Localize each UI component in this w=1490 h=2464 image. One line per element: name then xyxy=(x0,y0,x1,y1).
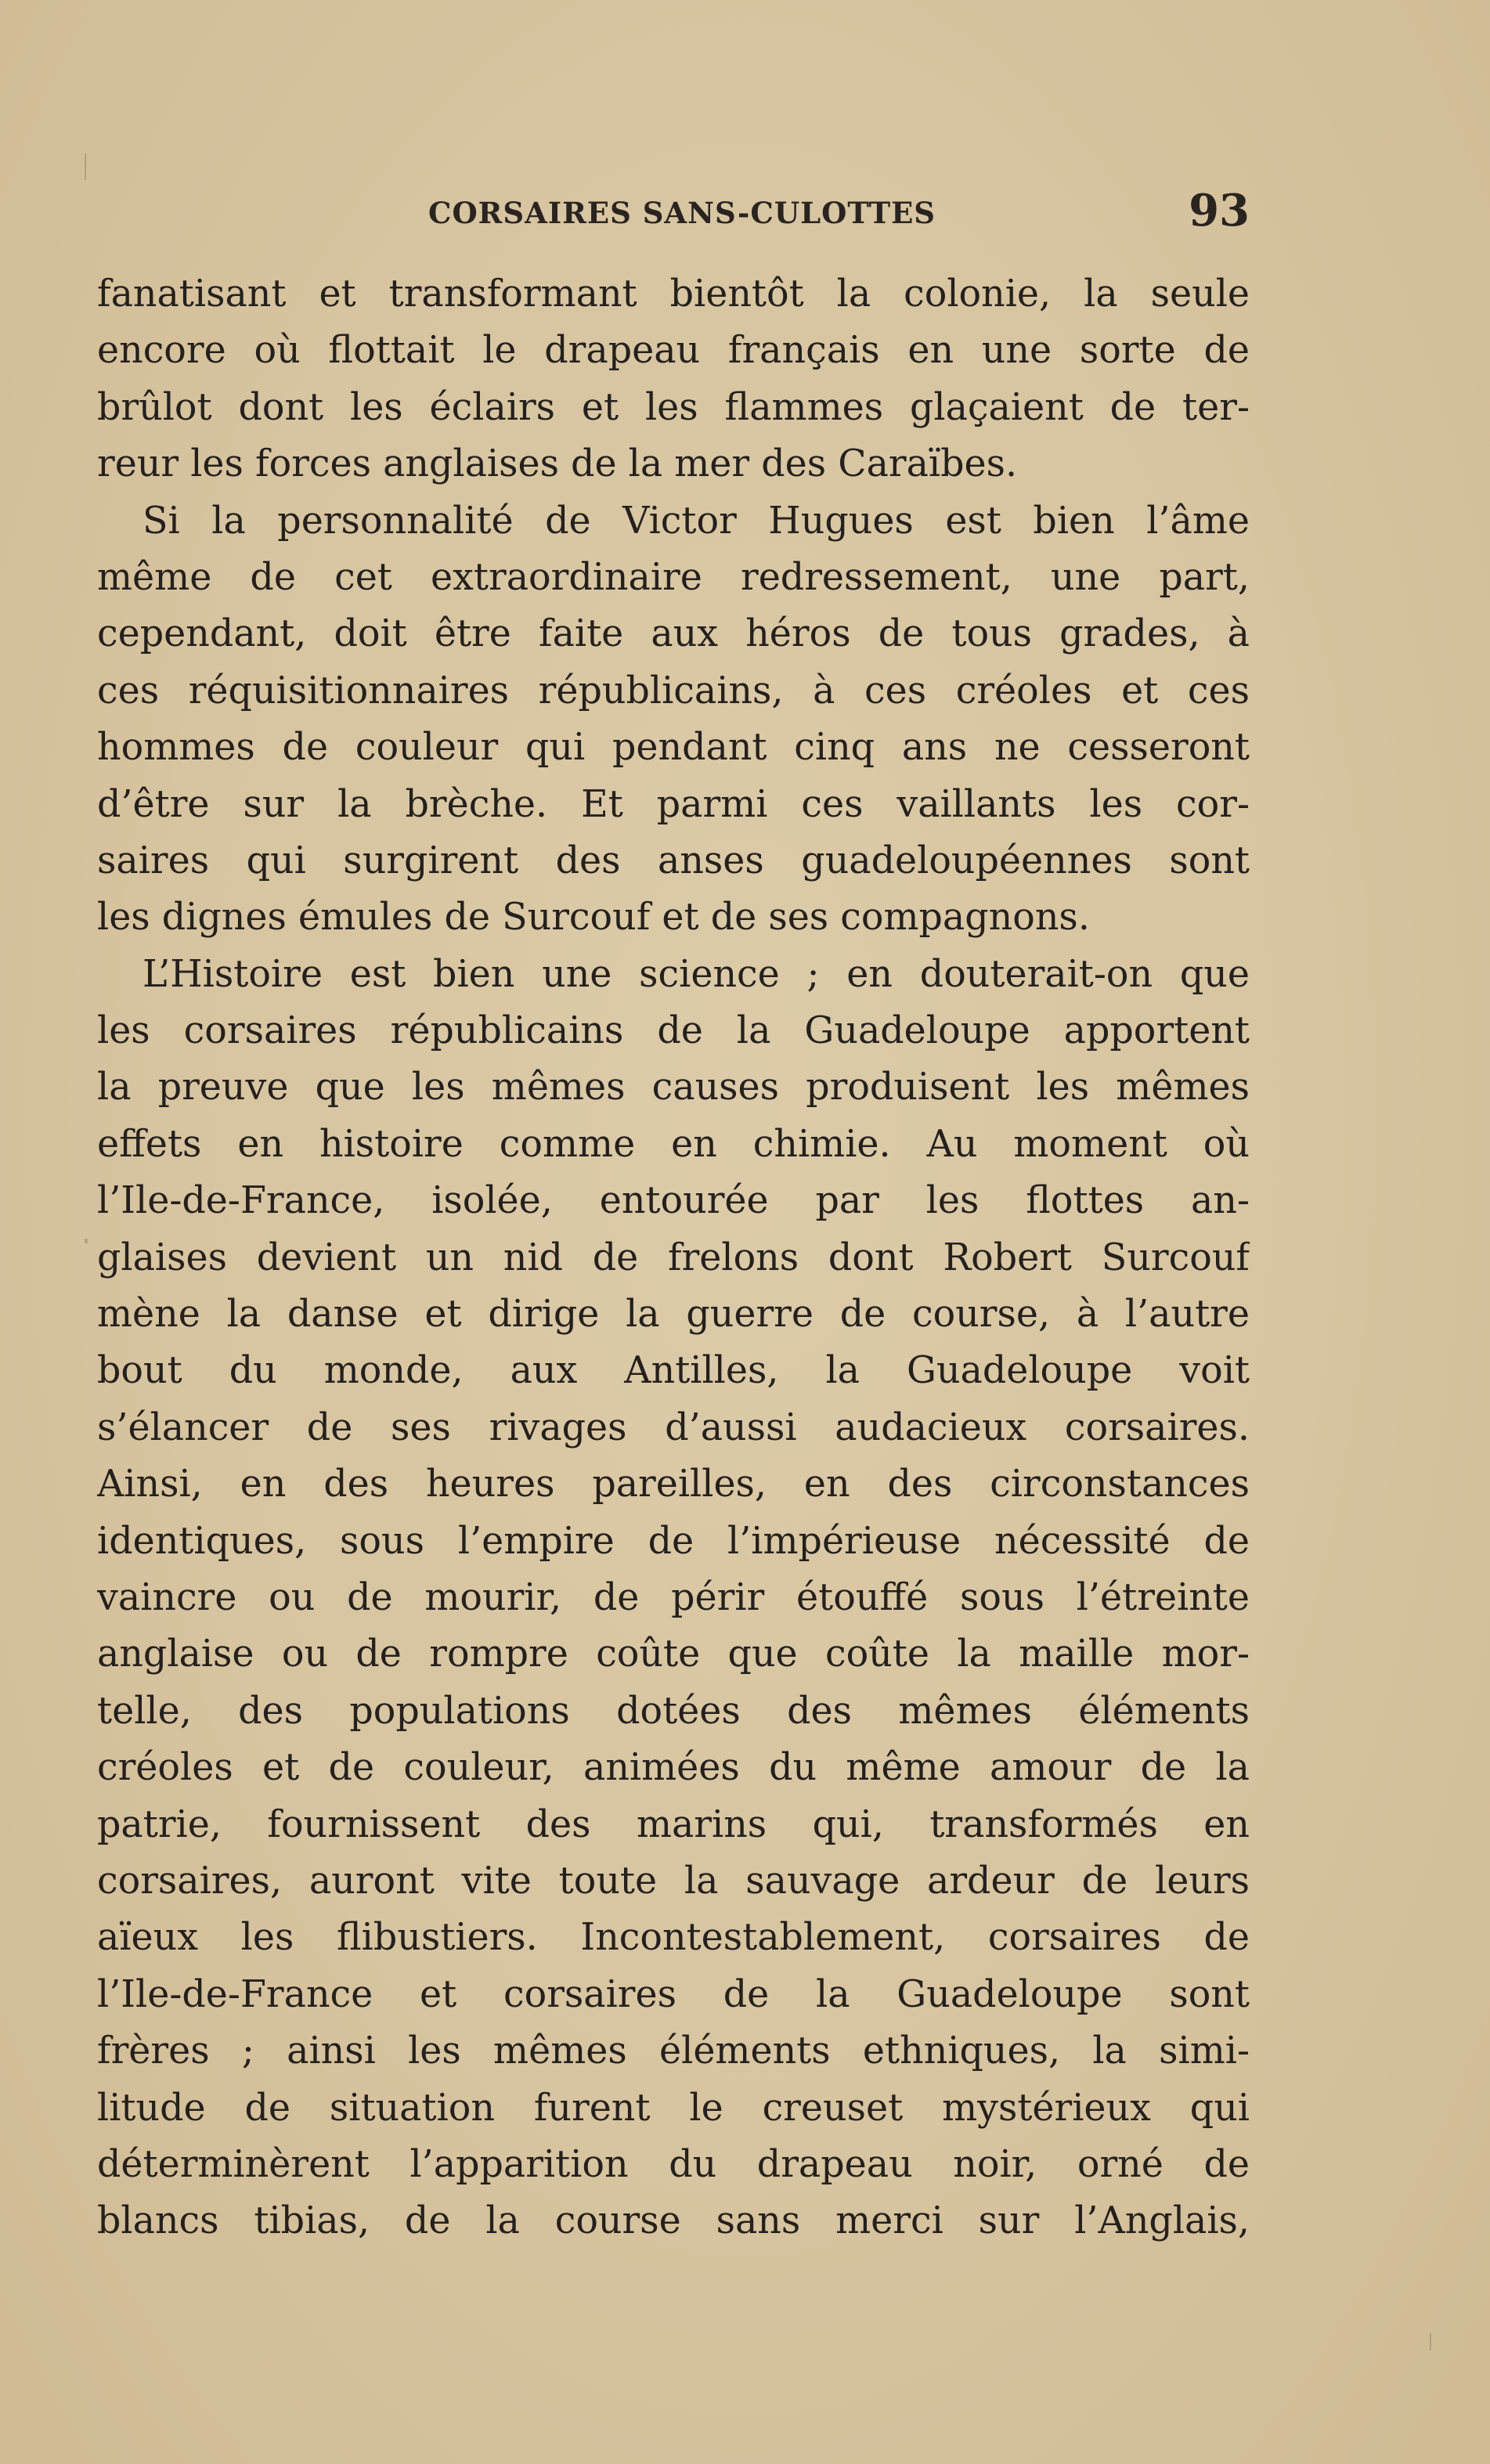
text-line: encore où flottait le drapeau français en une sorte de xyxy=(97,329,1250,373)
text-line: ces réquisitionnaires républicains, à ces créoles et ces xyxy=(97,669,1250,713)
text-line: l’Ile-de-France et corsaires de la Guadeloupe sont xyxy=(97,1972,1250,2016)
text-line: aïeux les flibustiers. Incontestablement, corsaires de xyxy=(97,1916,1250,1960)
text-line: créoles et de couleur, animées du même amour de la xyxy=(97,1746,1250,1790)
text-line: bout du monde, aux Antilles, la Guadeloupe voit xyxy=(97,1349,1250,1393)
text-line: blancs tibias, de la course sans merci sur l’Anglais, xyxy=(97,2199,1250,2243)
text-line: identiques, sous l’empire de l’impérieuse nécessité de xyxy=(97,1519,1250,1563)
text-line: saires qui surgirent des anses guadeloupéennes sont xyxy=(97,839,1250,882)
text-line: telle, des populations dotées des mêmes éléments xyxy=(97,1689,1250,1733)
text-line: brûlot dont les éclairs et les flammes glaçaient de ter- xyxy=(97,385,1250,429)
scan-mark xyxy=(85,153,86,180)
text-line: Ainsi, en des heures pareilles, en des circonstances xyxy=(97,1463,1250,1506)
text-line: litude de situation furent le creuset mystérieux qui xyxy=(97,2086,1250,2130)
text-line: fanatisant et transformant bientôt la colonie, la seule xyxy=(97,272,1250,316)
running-title: CORSAIRES SANS-CULOTTES xyxy=(428,196,936,230)
text-line: la preuve que les mêmes causes produisent les mêmes xyxy=(97,1066,1250,1109)
text-line: corsaires, auront vite toute la sauvage ardeur de leurs xyxy=(97,1859,1250,1903)
text-line: s’élancer de ses rivages d’aussi audacieux corsaires. xyxy=(97,1405,1250,1449)
body-text xyxy=(97,266,1250,2250)
text-line: Si la personnalité de Victor Hugues est bien l’âme xyxy=(143,499,1250,543)
text-line: vaincre ou de mourir, de périr étouffé sous l’étreinte xyxy=(97,1575,1250,1619)
text-line: frères ; ainsi les mêmes éléments ethniques, la simi- xyxy=(97,2029,1250,2073)
text-line: même de cet extraordinaire redressement, une part, xyxy=(97,555,1250,599)
text-line: l’Ile-de-France, isolée, entourée par les flottes an- xyxy=(97,1179,1250,1223)
text-line: reur les forces anglaises de la mer des Caraïbes. xyxy=(97,442,1018,486)
text-line: d’être sur la brèche. Et parmi ces vaillants les cor- xyxy=(97,782,1250,826)
text-line: anglaise ou de rompre coûte que coûte la maille mor- xyxy=(97,1632,1250,1676)
scan-mark xyxy=(1430,2333,1431,2350)
text-line: L’Histoire est bien une science ; en douterait-on que xyxy=(143,952,1250,996)
text-line: patrie, fournissent des marins qui, transformés en xyxy=(97,1802,1250,1846)
text-line: déterminèrent l’apparition du drapeau noir, orné de xyxy=(97,2142,1250,2186)
text-line: cependant, doit être faite aux héros de tous grades, à xyxy=(97,612,1250,656)
text-line: effets en histoire comme en chimie. Au moment où xyxy=(97,1122,1250,1166)
text-line: les dignes émules de Surcouf et de ses compagnons. xyxy=(97,896,1090,940)
text-line: mène la danse et dirige la guerre de course, à l’autre xyxy=(97,1293,1250,1337)
scan-mark xyxy=(85,1239,88,1243)
text-line: glaises devient un nid de frelons dont Robert Surcouf xyxy=(97,1236,1250,1279)
page-number: 93 xyxy=(1189,185,1250,236)
text-line: hommes de couleur qui pendant cinq ans ne cesseront xyxy=(97,726,1250,770)
text-line: les corsaires républicains de la Guadeloupe apportent xyxy=(97,1009,1250,1053)
page-header xyxy=(97,179,1250,241)
